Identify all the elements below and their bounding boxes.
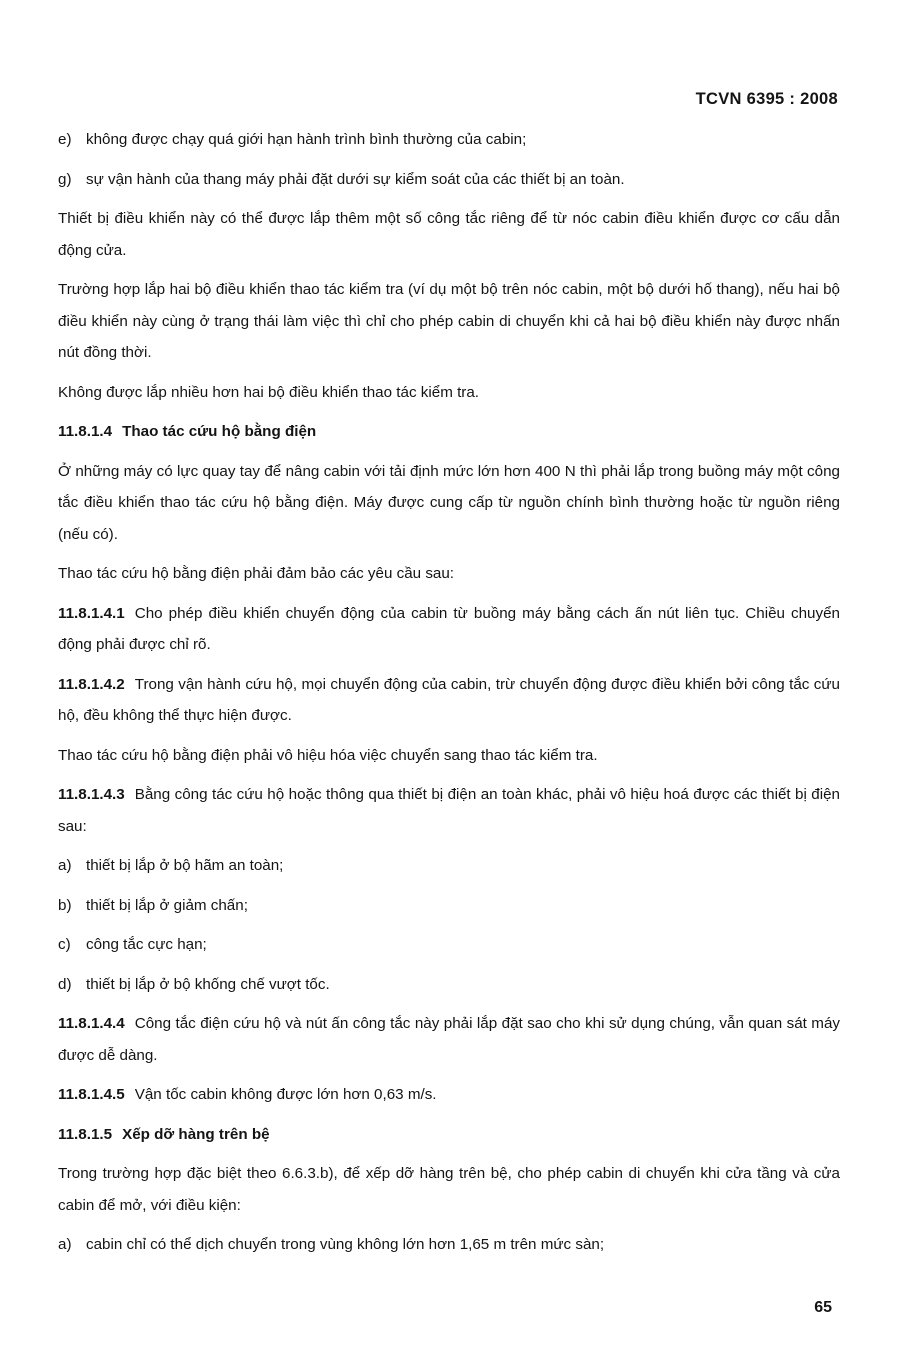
clause	[58, 1008, 840, 1071]
section-title: Xếp dỡ hàng trên bệ	[122, 1125, 270, 1143]
clause	[58, 598, 840, 661]
paragraph: Thao tác cứu hộ bằng điện phải đảm bảo các yêu cầu sau:	[58, 565, 455, 582]
section-heading	[58, 1119, 840, 1151]
page-body	[58, 124, 840, 1261]
clause-number: 11.8.1.4.5	[58, 1086, 125, 1103]
paragraph: Thiết bị điều khiển này có thể được lắp thêm một số công tắc riêng để từ nóc cabin điều khiển được cơ cấu dẫn động cửa.	[58, 210, 840, 259]
section-heading	[58, 416, 840, 448]
list-item-label: c)	[58, 936, 71, 953]
list-item	[58, 890, 840, 922]
document-code: TCVN 6395 : 2008	[695, 90, 838, 108]
list-item-text: thiết bị lắp ở giảm chấn;	[86, 896, 248, 914]
list-item-label: d)	[58, 975, 72, 993]
clause-text: Công tắc điện cứu hộ và nút ấn công tắc này phải lắp đặt sao cho khi sử dụng chúng, vẫn quan sát máy được dễ dàng.	[58, 1015, 840, 1064]
paragraph: Không được lắp nhiều hơn hai bộ điều khiển thao tác kiểm tra.	[58, 383, 480, 401]
paragraph: Trường hợp lắp hai bộ điều khiển thao tác kiểm tra (ví dụ một bộ trên nóc cabin, một bộ dưới hố thang), nếu hai bộ điều khiển này cùng ở trạng thái làm việc thì chỉ cho phép cabin di chuyển khi cả hai bộ điều khiển này được nhấn nút đồng thời.	[58, 281, 840, 361]
list-item-label: b)	[58, 896, 72, 914]
list-item	[58, 929, 840, 961]
clause	[58, 669, 840, 732]
clause	[58, 779, 840, 842]
paragraph: Thao tác cứu hộ bằng điện phải vô hiệu hóa việc chuyển sang thao tác kiểm tra.	[58, 746, 598, 764]
list-item-text: công tắc cực hạn;	[86, 936, 207, 953]
clause-text: Bằng công tác cứu hộ hoặc thông qua thiết bị điện an toàn khác, phải vô hiệu hoá được các thiết bị điện sau:	[58, 786, 840, 835]
list-item	[58, 124, 840, 156]
list-item-label: e)	[58, 131, 72, 148]
list-item-text: thiết bị lắp ở bộ khống chế vượt tốc.	[86, 975, 330, 993]
list-item	[58, 850, 840, 882]
list-item-label: a)	[58, 857, 72, 874]
list-item	[58, 164, 840, 196]
list-item-text: không được chạy quá giới hạn hành trình bình thường của cabin;	[86, 131, 527, 148]
section-number: 11.8.1.5	[58, 1125, 113, 1143]
clause-number: 11.8.1.4.2	[58, 675, 125, 693]
clause	[58, 1079, 840, 1111]
list-item-text: sự vận hành của thang máy phải đặt dưới sự kiểm soát của các thiết bị an toàn.	[86, 170, 625, 188]
list-item-text: cabin chỉ có thể dịch chuyển trong vùng không lớn hơn 1,65 m trên mức sàn;	[86, 1236, 605, 1253]
clause-number: 11.8.1.4.4	[58, 1015, 125, 1032]
paragraph: Ở những máy có lực quay tay để nâng cabin với tải định mức lớn hơn 400 N thì phải lắp trong buồng máy một công tắc điều khiển thao tác cứu hộ bằng điện. Máy được cung cấp từ nguồn chính bình thường hoặc từ nguồn riêng (nếu có).	[58, 462, 840, 543]
list-item-text: thiết bị lắp ở bộ hãm an toàn;	[86, 857, 284, 874]
list-item	[58, 1229, 840, 1261]
clause-text: Cho phép điều khiển chuyển động của cabin từ buồng máy bằng cách ấn nút liên tục. Chiều chuyển động phải được chỉ rõ.	[58, 604, 840, 653]
list-item-label: g)	[58, 170, 72, 188]
clause-number: 11.8.1.4.3	[58, 786, 125, 803]
clause-number: 11.8.1.4.1	[58, 604, 125, 622]
clause-text: Vận tốc cabin không được lớn hơn 0,63 m/s.	[134, 1086, 437, 1103]
section-number: 11.8.1.4	[58, 423, 113, 440]
list-item	[58, 969, 840, 1001]
clause-text: Trong vận hành cứu hộ, mọi chuyển động của cabin, trừ chuyển động được điều khiển bởi công tắc cứu hộ, đều không thể thực hiện được.	[58, 675, 840, 724]
paragraph: Trong trường hợp đặc biệt theo 6.6.3.b), để xếp dỡ hàng trên bệ, cho phép cabin di chuyển khi cửa tầng và cửa cabin để mở, với điều kiện:	[58, 1165, 840, 1214]
section-title: Thao tác cứu hộ bằng điện	[122, 423, 317, 440]
list-item-label: a)	[58, 1236, 72, 1253]
page-number: 65	[814, 1299, 832, 1316]
